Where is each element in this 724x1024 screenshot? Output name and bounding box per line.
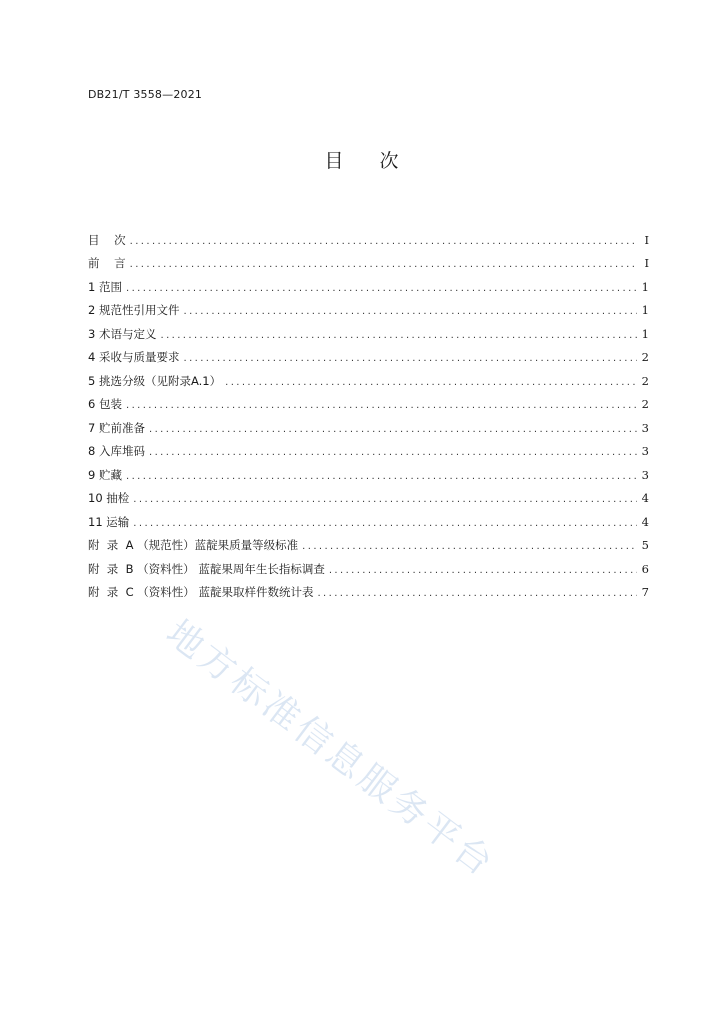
toc-leader-dots [329,566,637,576]
toc-entry[interactable] [88,463,649,487]
toc-entry-label: 附 录 B （资料性） 蓝靛果周年生长指标调查 [88,561,325,576]
toc-entry-label: 7 贮前准备 [88,420,145,435]
toc-entry-page-number: 1 [641,279,649,294]
document-code: DB21/T 3558—2021 [88,88,203,101]
toc-entry-page-number: 1 [641,303,649,318]
toc-entry[interactable] [88,581,649,605]
toc-entry[interactable] [88,557,649,581]
toc-leader-dots [133,495,637,505]
toc-entry-page-number: I [644,256,649,271]
toc-entry[interactable] [88,369,649,393]
toc-leader-dots [160,331,637,341]
page-title: 目 次 [324,150,400,172]
toc-entry-label: 附 录 C （资料性） 蓝靛果取样件数统计表 [88,585,314,600]
toc-entry[interactable] [88,487,649,511]
toc-leader-dots [126,401,637,411]
toc-leader-dots [225,378,637,388]
toc-entry-page-number: 1 [641,326,649,341]
toc-leader-dots [149,425,637,435]
table-of-contents [88,228,649,604]
toc-entry-label: 3 术语与定义 [88,326,157,341]
toc-entry-page-number: 4 [641,491,649,506]
toc-entry[interactable] [88,299,649,323]
toc-entry-label: 8 入库堆码 [88,444,145,459]
toc-entry-label: 9 贮藏 [88,467,122,482]
toc-entry-page-number: 2 [641,397,649,412]
toc-entry-page-number: 3 [641,444,649,459]
toc-leader-dots [133,519,637,529]
toc-entry[interactable] [88,393,649,417]
toc-entry-label: 目 次 [88,232,126,247]
toc-leader-dots [317,589,637,599]
toc-leader-dots [130,260,637,270]
toc-entry[interactable] [88,346,649,370]
toc-leader-dots [126,284,637,294]
toc-entry-label: 2 规范性引用文件 [88,303,180,318]
toc-entry-page-number: 3 [641,420,649,435]
toc-entry[interactable] [88,275,649,299]
toc-entry-label: 10 抽检 [88,491,130,506]
toc-entry-page-number: 3 [641,467,649,482]
toc-leader-dots [302,542,637,552]
toc-entry-page-number: 6 [641,561,649,576]
toc-entry-label: 4 采收与质量要求 [88,350,180,365]
toc-entry-page-number: 7 [641,585,649,600]
toc-entry-page-number: 4 [641,514,649,529]
toc-entry-label: 6 包装 [88,397,122,412]
toc-entry-page-number: 5 [641,538,649,553]
toc-entry[interactable] [88,510,649,534]
toc-entry[interactable] [88,534,649,558]
toc-entry-label: 前 言 [88,256,126,271]
toc-entry-page-number: I [644,232,649,247]
toc-entry-page-number: 2 [641,373,649,388]
toc-leader-dots [183,307,637,317]
toc-entry[interactable] [88,252,649,276]
toc-entry-label: 1 范围 [88,279,122,294]
toc-entry-label: 5 挑选分级（见附录A.1） [88,373,222,388]
toc-entry-page-number: 2 [641,350,649,365]
toc-leader-dots [130,237,637,247]
toc-entry[interactable] [88,228,649,252]
toc-entry[interactable] [88,416,649,440]
toc-leader-dots [149,448,637,458]
toc-entry-label: 11 运输 [88,514,130,529]
toc-entry[interactable] [88,322,649,346]
toc-leader-dots [183,354,637,364]
toc-leader-dots [126,472,637,482]
toc-entry-label: 附 录 A （规范性）蓝靛果质量等级标准 [88,538,299,553]
toc-entry[interactable] [88,440,649,464]
watermark: 地方标准信息服务平台 [158,612,503,886]
